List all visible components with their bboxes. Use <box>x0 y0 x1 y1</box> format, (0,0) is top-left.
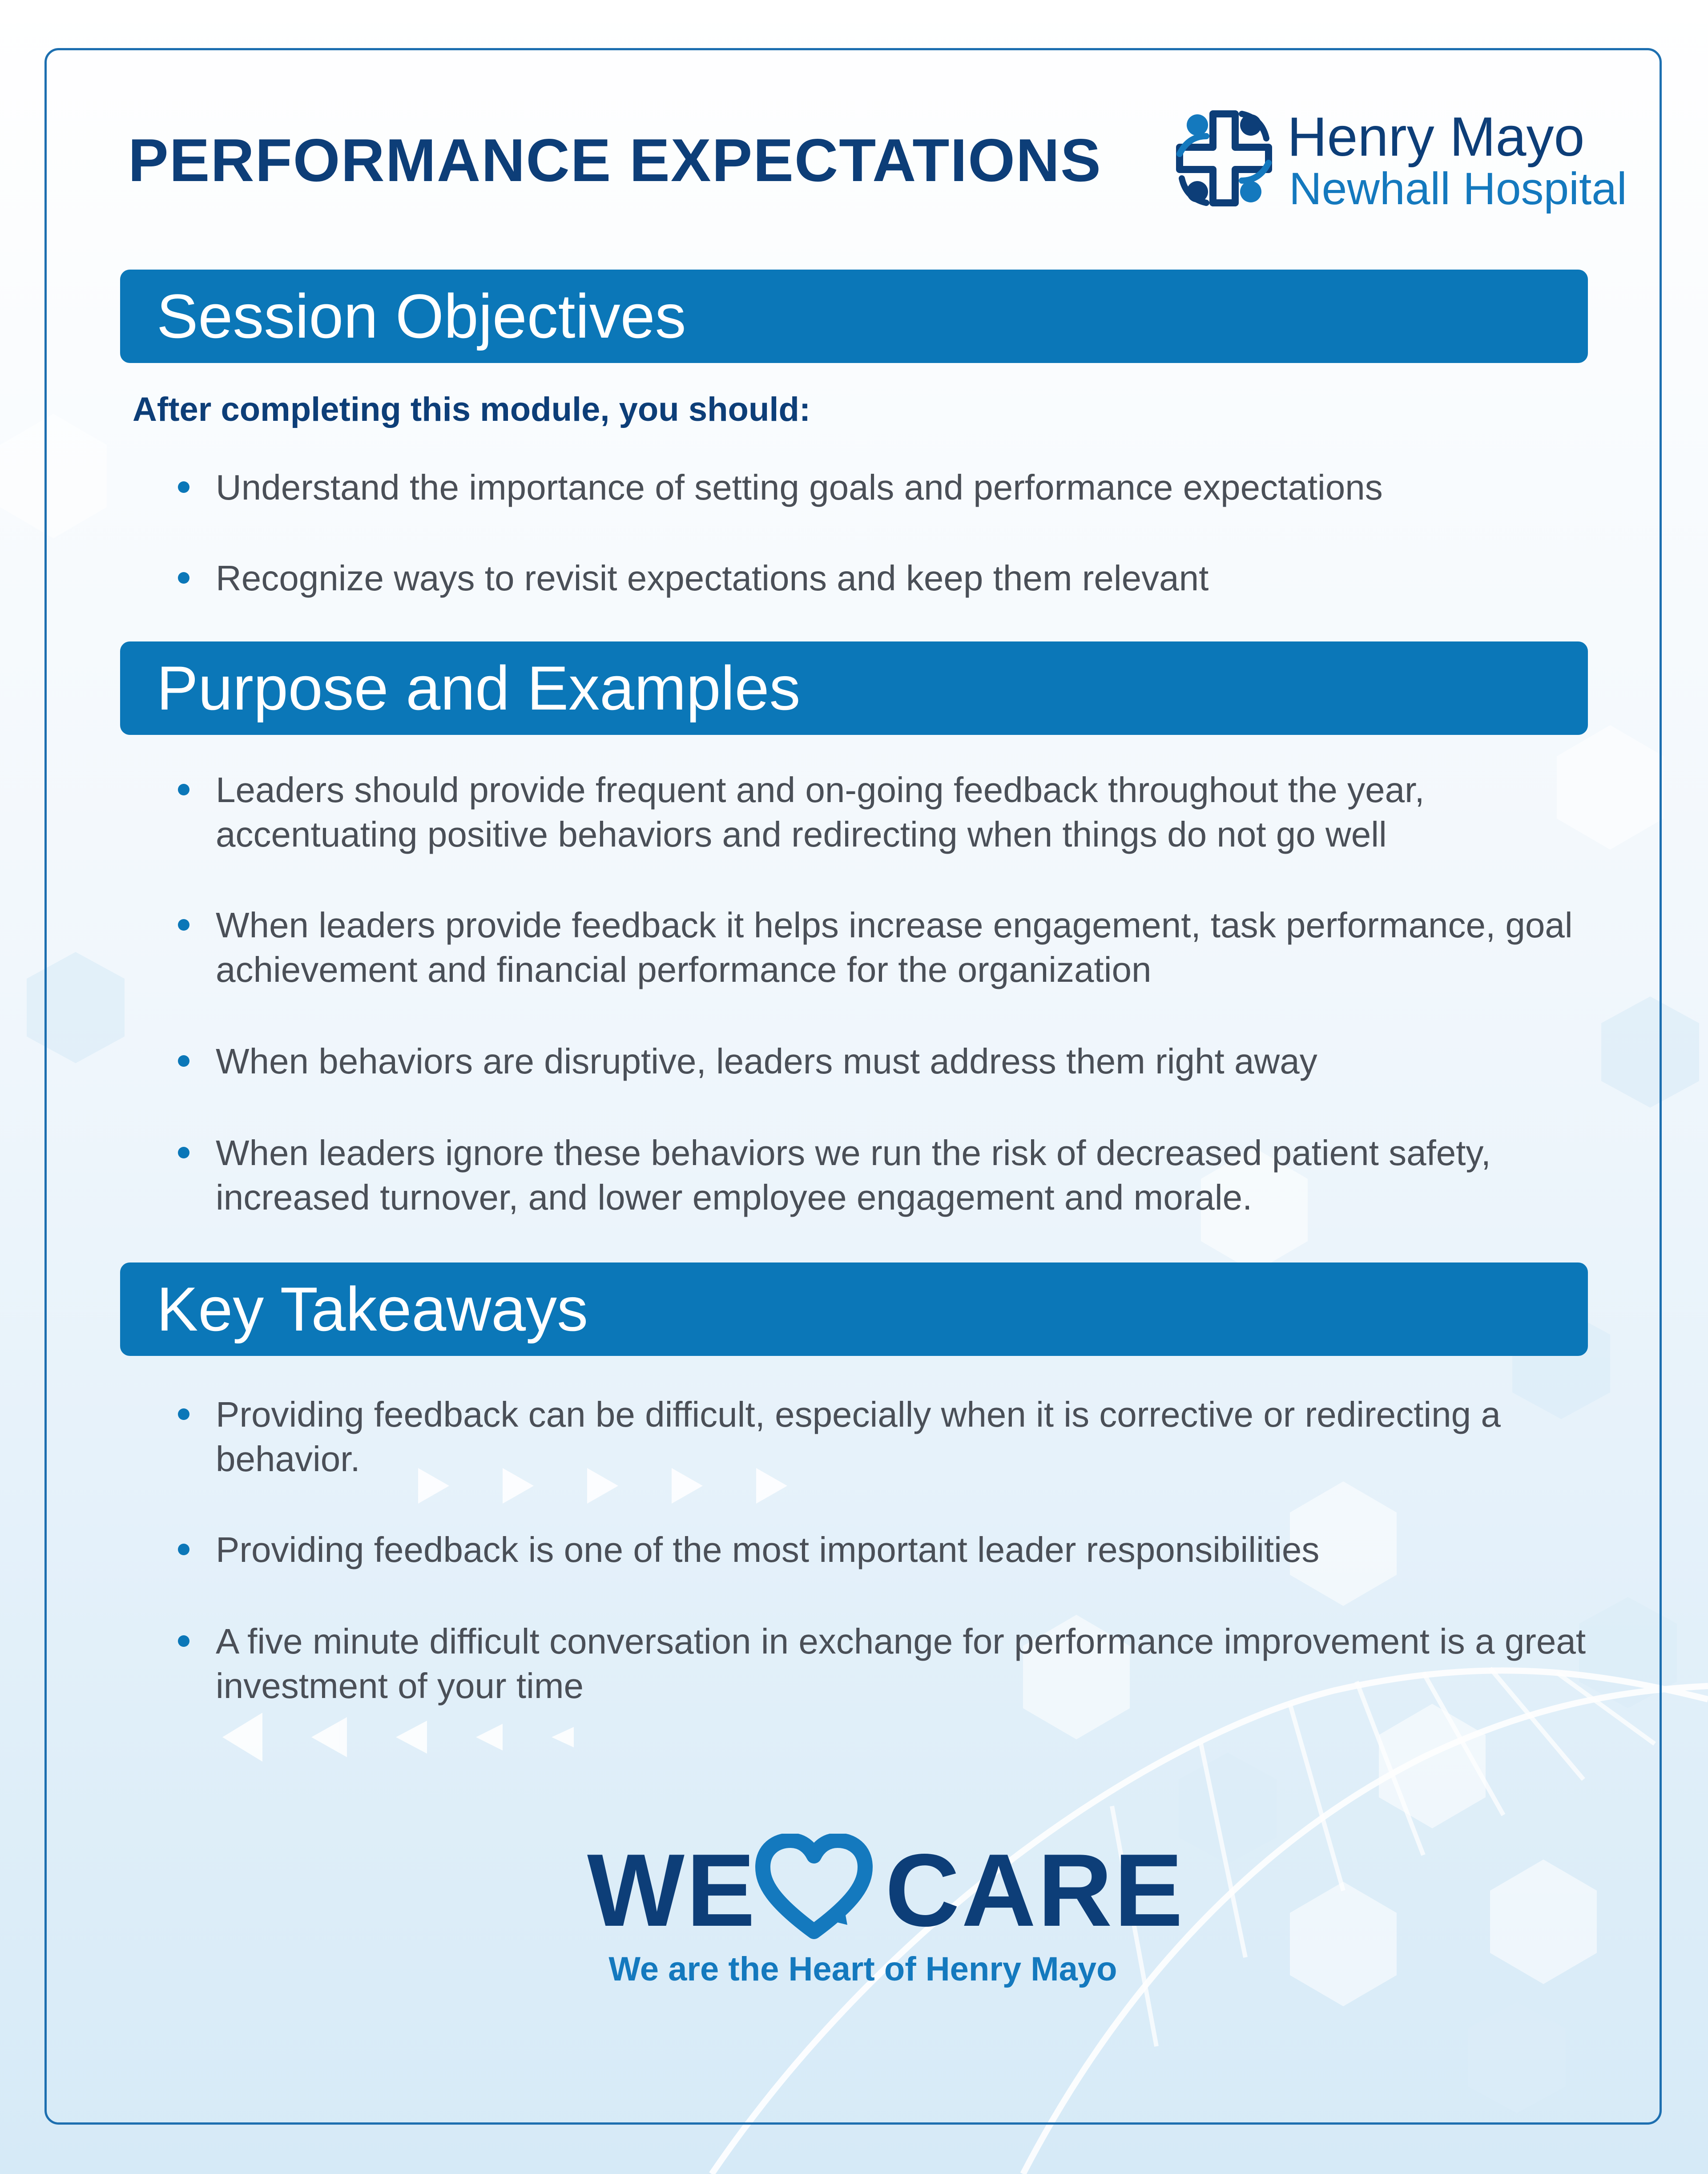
list-item-text: When behaviors are disruptive, leaders must address them right away <box>216 1041 1317 1081</box>
section-heading: Session Objectives <box>157 281 686 351</box>
list-item-text: A five minute difficult conversation in exchange for performance improvement is a great investment of your time <box>216 1621 1586 1706</box>
footer-tagline: We are the Heart of Henry Mayo <box>608 1950 1117 1988</box>
bullet-icon <box>178 784 189 795</box>
bullet-icon <box>178 919 189 931</box>
section-header-key-takeaways <box>120 1262 1588 1356</box>
section-header-session-objectives <box>120 270 1588 363</box>
bullet-icon <box>178 1147 189 1158</box>
section-heading: Purpose and Examples <box>157 653 801 723</box>
list-item-text: Providing feedback is one of the most important leader responsibilities <box>216 1530 1320 1569</box>
list-item-text: Recognize ways to revisit expectations and keep them relevant <box>216 558 1209 598</box>
section-intro: After completing this module, you should: <box>133 391 811 428</box>
logo-name-line1: Henry Mayo <box>1287 106 1585 168</box>
list-item-text: When leaders provide feedback it helps increase engagement, task performance, goal achievement and financial performance for the organization <box>216 905 1573 989</box>
section-heading: Key Takeaways <box>157 1274 588 1344</box>
we-care-logo <box>578 1833 1185 2002</box>
logo-name-line2: Newhall Hospital <box>1289 163 1627 214</box>
list-item-text: Leaders should provide frequent and on-going feedback throughout the year, accentuating positive behaviors and redirecting when things do not go well <box>216 770 1425 854</box>
list-item-text: Providing feedback can be difficult, especially when it is corrective or redirecting a behavior. <box>216 1395 1501 1479</box>
list-item-text: When leaders ignore these behaviors we run the risk of decreased patient safety, increased turnover, and lower employee engagement and morale. <box>216 1133 1491 1217</box>
we-care-word-we: WE <box>587 1833 757 1948</box>
bullet-icon <box>178 1408 189 1420</box>
bullet-icon <box>178 481 189 493</box>
we-care-word-care: CARE <box>885 1833 1185 1948</box>
page-title: PERFORMANCE EXPECTATIONS <box>128 126 1102 194</box>
hospital-logo <box>1171 101 1627 221</box>
heart-icon <box>754 1834 874 1945</box>
bullet-icon <box>178 1635 189 1647</box>
section-header-purpose-and-examples <box>120 641 1588 735</box>
bullet-icon <box>178 1055 189 1067</box>
bullet-icon <box>178 1544 189 1555</box>
hospital-cross-people-logo-icon <box>1171 105 1277 212</box>
bullet-icon <box>178 572 189 584</box>
list-item-text: Understand the importance of setting goals and performance expectations <box>216 468 1383 507</box>
